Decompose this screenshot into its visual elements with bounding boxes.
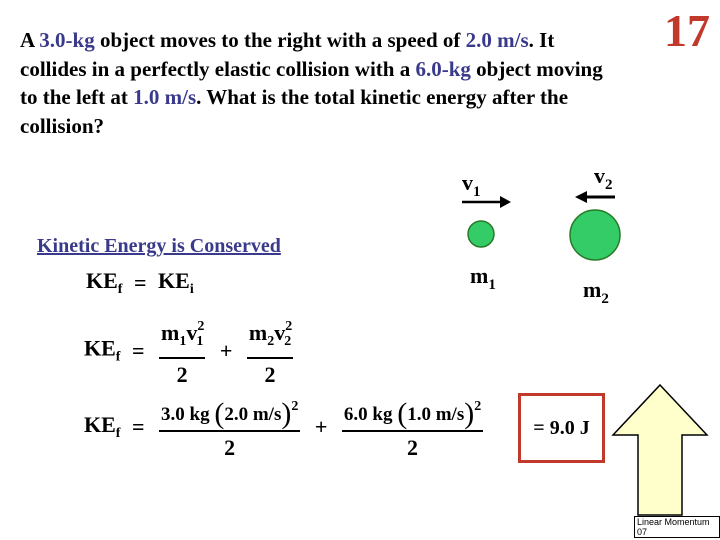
right-arrow-icon [462, 196, 511, 208]
equation-ke-conserved: $KE_f = KE_i$ [86, 268, 194, 297]
problem-text: A [20, 28, 40, 52]
up-arrow-icon[interactable] [610, 383, 710, 523]
v2-label: $v_2$ [594, 163, 613, 193]
fraction-substituted-term2: $\frac{6.0 kg (1.0 m/s)^2}{2}$ [342, 394, 483, 460]
m1-label: $m_1$ [470, 263, 496, 293]
speed2-value: 1.0 m/s [133, 85, 197, 109]
equation-ke-formula: $KE_f$ = $\frac{m_1v^2_1}{2}$ + $\frac{m_2v^2_2}{2}$ [84, 314, 296, 387]
footer-label: Linear Momentum 07 [634, 516, 720, 538]
problem-text: . What is the total kinetic energy after the collision? [20, 85, 569, 138]
m2-label: $m_2$ [583, 277, 609, 307]
slide-number: 17 [664, 5, 710, 56]
fraction-substituted-term1: $\frac{3.0 kg (2.0 m/s)^2}{2}$ [159, 394, 300, 460]
left-arrow-icon [575, 191, 615, 203]
mass2-value: 6.0-kg [415, 56, 471, 81]
equation-ke-substituted: $KE_f$ = $\frac{3.0 kg (2.0 m/s)^2}{2}$ + $\frac{6.0 kg (1.0 m/s)^2}{2}$ [84, 394, 486, 460]
fraction-term1: $\frac{m_1v^2_1}{2}$ [159, 314, 205, 387]
large-ball-m2 [570, 210, 620, 260]
v1-label: $v_1$ [462, 170, 481, 200]
mass1-value: 3.0-kg [39, 28, 95, 52]
problem-text: object moves to the right with a speed of [94, 28, 466, 52]
conservation-heading: Kinetic Energy is Conserved [37, 235, 281, 257]
small-ball-m1 [468, 221, 494, 247]
problem-statement [20, 26, 620, 140]
answer-box: = 9.0 J [518, 393, 605, 463]
fraction-term2: $\frac{m_2v^2_2}{2}$ [247, 314, 293, 387]
problem-text: . It collides in a perfectly elastic collision with a [20, 28, 555, 81]
speed1-value: 2.0 m/s [465, 28, 529, 52]
collision-diagram [455, 185, 635, 265]
problem-text: object moving to the left at [20, 56, 603, 109]
